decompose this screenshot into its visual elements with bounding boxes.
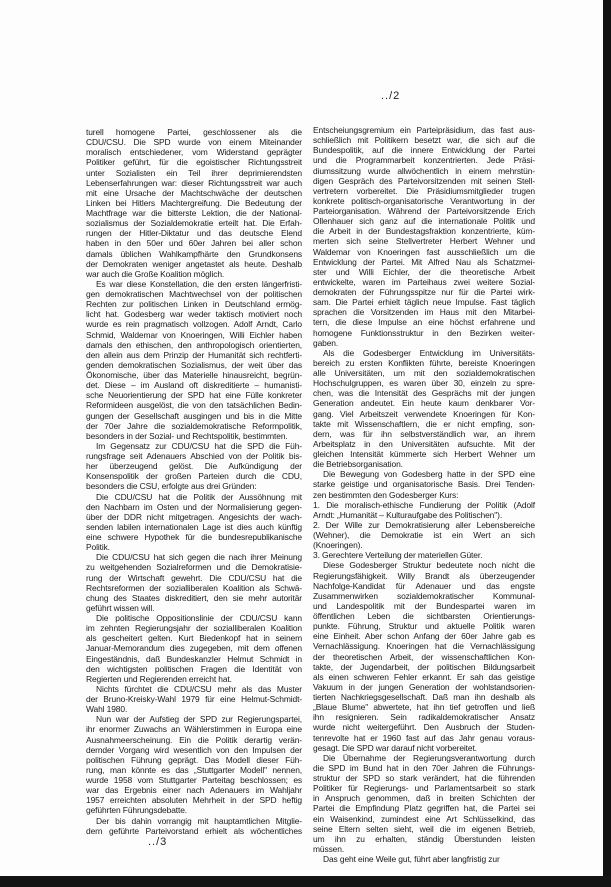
text-line: Linken bei Hitlers Machtergreifung. Die Bedeutung der bbox=[86, 197, 302, 208]
text-line: takte mit Wissenschaftlern, die er nicht empfing, son- bbox=[313, 418, 535, 429]
text-line: Ökonomische, über das Materielle hinausreicht, begrün- bbox=[86, 370, 302, 380]
text-line: Konsenspolitik der großen Parteien durch die CDU, bbox=[86, 471, 302, 482]
paragraph bbox=[313, 550, 535, 560]
paragraph bbox=[86, 441, 302, 492]
text-line: ihr enormer Zuwachs an Wählerstimmen in Europa eine bbox=[86, 724, 302, 735]
text-line: diumssitzung wurde allwöchentlich in einem mehrstün- bbox=[313, 165, 535, 176]
text-line: der Bruno-Kreisky-Wahl 1979 für eine Helmut-Schmidt- bbox=[86, 694, 302, 704]
text-line: 1. Die moralisch-ethische Fundierung der Politik (Adolf bbox=[313, 499, 535, 510]
text-line: starke geistige und organisatorische Basis. Drei Tenden- bbox=[313, 479, 535, 490]
paragraph bbox=[313, 500, 535, 520]
text-line: Entwicklung der Partei. Mit Alfred Nau als Schatzmei- bbox=[313, 256, 535, 267]
text-line: Zusammenwirken sozialdemokratischer Kommunal- bbox=[313, 590, 535, 601]
text-line: war auch die Große Koalition möglich. bbox=[86, 268, 225, 279]
text-line: sozialismus der Sozialdemokratie erteilt hat. Die Erfah- bbox=[86, 218, 302, 229]
text-line: damals den ethischen, den anthropologisch orientierten, bbox=[86, 339, 302, 350]
paragraph bbox=[86, 492, 302, 553]
text-line: besonders in der Sozial- und Rechtspolitik, bestimmten. bbox=[86, 430, 288, 441]
text-line: Diese Godesberger Struktur bedeutete noch nicht die bbox=[323, 560, 535, 571]
text-line: schließlich mit Politikern besetzt war, die sich auf die bbox=[313, 135, 535, 146]
text-line: her überzeugend gelöst. Die Aufkündigung der bbox=[86, 461, 302, 472]
text-line: Schmid, Waldemar von Knoeringen, Willi Eichler haben bbox=[86, 329, 302, 340]
text-line: Generation andeutet. Ein heute kaum denkbarer Vor- bbox=[313, 398, 535, 409]
text-line: dernder Vorgang wird wesentlich von den Impulsen der bbox=[86, 744, 302, 755]
paragraph bbox=[86, 816, 302, 836]
text-line: politischen Führung geprägt. Das Modell dieser Füh- bbox=[86, 754, 302, 765]
text-line: die SPD im Bund hat in den 70er Jahren die Führungs- bbox=[313, 762, 535, 773]
text-line: in Anspruch genommen, daß in breiten Schichten der bbox=[313, 793, 535, 804]
paragraph bbox=[86, 613, 302, 684]
text-line: Wahl 1980. bbox=[86, 704, 128, 715]
text-line: Regierungsfähigkeit. Willy Brandt als überzeugender bbox=[313, 570, 535, 581]
text-line: (Wehner), die Demokratie ist ein Wert an sich bbox=[313, 530, 535, 540]
text-line: bereich zu ersten Konflikten führte, bereiste Knoeringen bbox=[313, 357, 535, 368]
text-line: Als die Godesberger Entwicklung im Universitäts- bbox=[323, 347, 535, 358]
text-line: damals üblichen Wahlkampfhärte den Grundkonsens bbox=[86, 248, 302, 259]
text-line: wurde 1958 vom Stuttgarter Parteitag beschlossen; es bbox=[86, 775, 302, 785]
text-line: als einen schweren Fehler erkannt. Er sah das geistige bbox=[313, 671, 535, 682]
text-line: Machtfrage war die bitterste Lektion, die der National- bbox=[86, 208, 302, 218]
text-line: konkrete politisch-organisatorische Verantwortung in der bbox=[313, 195, 535, 206]
text-line: müssen. bbox=[313, 843, 345, 854]
text-line: Reformideen ausgelöst, die von den tatsächlichen Bedin- bbox=[86, 400, 302, 411]
text-line: CDU/CSU. Die SPD wurde von einem Miteinander bbox=[86, 137, 302, 148]
text-line: war das Ergebnis einer nach Adenauers im Wahljahr bbox=[86, 785, 302, 796]
paragraph bbox=[313, 469, 535, 499]
paragraph bbox=[86, 127, 302, 279]
text-line: gang. Viel Arbeitszeit verwendete Knoeringen für Kon- bbox=[313, 408, 535, 419]
text-line: chen, was die Intensität des Gesprächs mit der jungen bbox=[313, 388, 535, 399]
text-line: gesagt. Die SPD war darauf nicht vorbereitet. bbox=[313, 742, 477, 753]
paragraph bbox=[86, 279, 302, 441]
text-line: chung des Staates diskreditiert, den sie mehr autoritär bbox=[86, 592, 302, 603]
text-line: die Arbeit in der Bundestagsfraktion konzentrierte, küm- bbox=[313, 226, 535, 237]
text-line: Vernachlässigung. Knoeringen hat die Vernachlässigung bbox=[313, 641, 535, 652]
text-line: zen bestimmten den Godesberger Kurs: bbox=[313, 489, 459, 500]
text-line: dern, was für ihn selbstverständlich war, an ihrem bbox=[313, 428, 535, 439]
paragraph bbox=[86, 714, 302, 815]
text-line: ein Waisenkind, zumindest eine Art Schlüsselkind, das bbox=[313, 813, 535, 824]
text-line: digen Gespräch des Parteivorsitzenden mit seinen Stell- bbox=[313, 175, 535, 186]
text-line: Politiker für Regierungs- und Parlamentsarbeit so stark bbox=[313, 783, 535, 794]
text-line: turell homogene Partei, geschlossener als die bbox=[86, 127, 302, 137]
text-line: Arndt: „Humanität – Kulturaufgabe des Politischen"). bbox=[313, 509, 503, 520]
text-line: Vakuum in der jungen Generation der wohlstandsorien- bbox=[313, 681, 535, 692]
text-line: tenrevolte hat er 1960 fast auf das Jahr genau voraus- bbox=[313, 732, 535, 743]
page-reference-top: ../2 bbox=[381, 90, 401, 102]
text-line: gungen der Gesellschaft ausgingen und bis in die Mitte bbox=[86, 410, 302, 421]
text-line: 1957 erreichten absoluten Mehrheit in der SPD heftig bbox=[86, 795, 302, 806]
text-line: sprachen die Vorsitzenden im Haus mit den Mitarbei- bbox=[313, 307, 535, 318]
text-line: besonders die CSU, erfolgte aus drei Gründen: bbox=[86, 481, 257, 492]
text-line: Nachfolge-Kandidat für Adenauer und das engste bbox=[313, 580, 535, 591]
text-line: wurde nicht weitergeführt. Den Ausbruch der Studen- bbox=[313, 722, 535, 733]
text-line: Nun war der Aufstieg der SPD zur Regierungspartei, bbox=[96, 714, 302, 725]
text-line: Waldemar von Knoeringen fast ausschließlich um die bbox=[313, 246, 535, 257]
text-line: gaben. bbox=[313, 337, 339, 348]
text-line: entwickelte, waren im Parteihaus zwei weitere Sozial- bbox=[313, 276, 535, 287]
text-line: öffentlichen Leben die sichtbarsten Orientierungs- bbox=[313, 611, 535, 621]
text-line: Eingeständnis, daß Bundeskanzler Helmut Schmidt in bbox=[86, 653, 302, 664]
text-line: Die politische Oppositionslinie der CDU/CSU kann bbox=[96, 613, 302, 623]
text-line: unter Sozialisten ein Teil ihrer deprimierendsten bbox=[86, 167, 302, 178]
text-line: Bundespolitik, auf die innere Entwicklung der Partei bbox=[313, 145, 535, 156]
text-line: Politiker geführt, für die egoistischer Richtungsstreit bbox=[86, 157, 302, 168]
text-line: 3. Gerechtere Verteilung der materiellen Güter. bbox=[313, 550, 483, 561]
paragraph bbox=[313, 348, 535, 470]
text-line: Die Bewegung von Godesberg hatte in der SPD eine bbox=[323, 469, 535, 480]
text-line: Es war diese Konstellation, die den ersten längerfristi- bbox=[96, 278, 302, 289]
text-line: takte, der Jugendarbeit, der politischen Bildungsarbeit bbox=[313, 661, 535, 672]
text-line: den wichtigsten politischen Fragen die Identität von bbox=[86, 663, 302, 674]
text-line: haben in den 50er und 60er Jahren bei aller schon bbox=[86, 238, 302, 249]
text-line: vertretern vorbereitet. Die Präsidiumsmitglieder trugen bbox=[313, 185, 535, 196]
text-column-right bbox=[313, 125, 535, 864]
text-line: Partei die Empfindung Platz gegriffen hat, die Partei sei bbox=[313, 803, 535, 814]
text-line: um ihn zu erhalten, ständig Überstunden leisten bbox=[313, 833, 535, 844]
paragraph bbox=[313, 854, 535, 864]
paragraph bbox=[313, 753, 535, 854]
text-line: zu weitgehenden Sozialreformen und die Demokratisie- bbox=[86, 562, 302, 573]
text-line: mit eine Ursache der Machtschwäche der deutschen bbox=[86, 187, 302, 198]
text-line: merten sich seine Stellvertreter Herbert Wehner und bbox=[313, 236, 535, 247]
text-line: rungsfrage seit Adenauers Abschied von der Politik bis- bbox=[86, 451, 302, 461]
paragraph bbox=[86, 552, 302, 613]
text-column-left bbox=[86, 127, 302, 836]
text-line: und die Programmarbeit konzentrierten. Jede Präsi- bbox=[313, 155, 535, 166]
text-line: Hochschulgruppen, es waren über 30, einzeln zu spre- bbox=[313, 378, 535, 389]
paragraph bbox=[86, 684, 302, 714]
text-line: Die Übernahme der Regierungsverantwortung durch bbox=[323, 752, 535, 763]
text-line: sche Neuorientierung der SPD hat eine Fülle konkreter bbox=[86, 390, 302, 401]
text-line: genden demokratischen Sozialismus, der weit über das bbox=[86, 359, 302, 370]
text-line: „Blaue Blume" abwertete, hat ihn tief getroffen und ließ bbox=[313, 702, 535, 713]
text-line: Regierten und Regierenden erreicht hat. bbox=[86, 673, 232, 684]
text-line: im zehnten Regierungsjahr der sozialliberalen Koalition bbox=[86, 623, 302, 634]
text-line: punkte. Führung, Struktur und aktuelle Politik waren bbox=[313, 621, 535, 632]
text-line: über der DDR nicht mitgetragen. Angesichts der wach- bbox=[86, 511, 302, 522]
text-line: Nichts fürchtet die CDU/CSU mehr als das Muster bbox=[96, 683, 302, 694]
text-line: senden labilen internationalen Lage ist dies auch künftig bbox=[86, 521, 302, 532]
text-line: eine Einheit. Aber schon Anfang der 60er Jahre gab es bbox=[313, 631, 535, 642]
text-line: geführt wissen will. bbox=[86, 602, 155, 613]
text-line: der 70er Jahre die sozialdemokratische Reformpolitik, bbox=[86, 420, 302, 431]
paragraph bbox=[313, 125, 535, 348]
text-line: ihn resignieren. Sein radikaldemokratischer Ansatz bbox=[313, 712, 535, 723]
text-line: und Landespolitik mit der Bundespartei waren im bbox=[313, 600, 535, 611]
text-line: rung der Wirtschaft gewehrt. Die CDU/CSU hat die bbox=[86, 572, 302, 583]
text-line: Im Gegensatz zur CDU/CSU hat die SPD die Füh- bbox=[96, 440, 302, 451]
text-line: eine schwere Hypothek für die bundesrepublikanische bbox=[86, 532, 302, 542]
text-line: Der bis dahin vorrangig mit hauptamtlichen Mitglie- bbox=[96, 815, 302, 826]
paragraph bbox=[313, 560, 535, 752]
text-line: Die CDU/CSU hat die Politik der Aussöhnung mit bbox=[96, 491, 302, 502]
text-line: dern geführte Parteivorstand erhielt als wöchentliches bbox=[86, 825, 302, 836]
text-line: Ausnahmeerscheinung. Ein die Politik derartig verän- bbox=[86, 734, 302, 745]
scan-edge-right bbox=[603, 0, 611, 887]
text-line: Entscheiungsgremium ein Parteipräsidium, das fast aus- bbox=[313, 125, 535, 135]
text-line: Politik. bbox=[86, 542, 110, 553]
paragraph bbox=[313, 520, 535, 550]
text-line: der Demokraten weniger angetastet als heute. Deshalb bbox=[86, 258, 302, 269]
text-line: det. Diese – im Ausland oft diskreditierte – humanisti- bbox=[86, 380, 302, 391]
text-line: Rechten zur politischen Linken in Deutschland ermög- bbox=[86, 299, 302, 310]
page-reference-bottom: ../3 bbox=[148, 836, 168, 848]
text-line: die Betriebsorganisation. bbox=[313, 459, 403, 470]
text-line: 2. Der Wille zur Demokratisierung aller Lebensbereiche bbox=[313, 519, 535, 530]
text-line: Januar-Memorandum dies zugegeben, mit dem offenen bbox=[86, 643, 302, 654]
text-line: rungen der Hitler-Diktatur und das deutsche Elend bbox=[86, 228, 302, 239]
text-line: den Nachbarn im Osten und der Normalisierung gegen- bbox=[86, 501, 302, 512]
text-line: ster und Willi Eichler, der die theoretische Arbeit bbox=[313, 266, 535, 277]
text-line: seine Eltern selten sieht, weil die im eigenen Betrieb, bbox=[313, 823, 535, 834]
text-line: rung, man könnte es das „Stuttgarter Modell" nennen, bbox=[86, 764, 302, 775]
text-line: Ollenhauer sich ganz auf die internationale Politik und bbox=[313, 216, 535, 227]
text-line: Arbeitsplatz in den Universitäten aufsuchte. Mit der bbox=[313, 438, 535, 449]
text-line: gen demokratischen Machtwechsel von der politischen bbox=[86, 289, 302, 299]
text-line: Parteiorganisation. Während der Parteivorsitzende Erich bbox=[313, 206, 535, 216]
text-line: der theoretischen Arbeit, der wissenschaftlichen Kon- bbox=[313, 651, 535, 662]
text-line: Das geht eine Weile gut, führt aber langfristig zur bbox=[323, 854, 500, 864]
text-line: demokraten der Führungsspitze nur für die Partei wirk- bbox=[313, 287, 535, 297]
text-line: geführten Führungsdebatte. bbox=[86, 805, 188, 816]
text-line: den allein aus dem Prinzip der Humanität sich rechtferti- bbox=[86, 349, 302, 360]
text-line: tierten Nachkriegsgesellschaft. Daß man ihn deshalb als bbox=[313, 692, 535, 702]
text-line: (Knoeringen). bbox=[313, 540, 363, 551]
text-line: gleichen Intensität kümmerte sich Herbert Wehner um bbox=[313, 449, 535, 459]
text-line: licht hat. Godesberg war weder taktisch motiviert noch bbox=[86, 309, 302, 320]
text-line: Die CDU/CSU hat sich gegen die nach ihrer Meinung bbox=[96, 552, 302, 563]
text-line: moralisch entschiedener, vom Widerstand geprägter bbox=[86, 147, 302, 158]
text-line: Lebenserfahrungen war: dieser Richtungsstreit war auch bbox=[86, 177, 302, 188]
scan-edge-bottom bbox=[0, 876, 611, 887]
text-line: sam. Die Partei erhielt täglich neue Impulse. Fast täglich bbox=[313, 297, 535, 308]
text-line: struktur der SPD so stark verändert, hat die führenden bbox=[313, 773, 535, 783]
text-line: wurde es rein pragmatisch vollzogen. Adolf Arndt, Carlo bbox=[86, 319, 302, 330]
text-line: Rechtsreformen der sozialliberalen Koalition als Schwä- bbox=[86, 582, 302, 593]
text-line: tern, die diese Impulse an eine höchst erfahrene und bbox=[313, 317, 535, 328]
text-line: alle Universitäten, um mit den sozialdemokratischen bbox=[313, 368, 535, 378]
text-line: als gescheitert gelten. Kurt Biedenkopf hat in seinem bbox=[86, 633, 302, 644]
text-line: homogene Funktionsstruktur in den Bezirken weiter- bbox=[313, 327, 535, 338]
